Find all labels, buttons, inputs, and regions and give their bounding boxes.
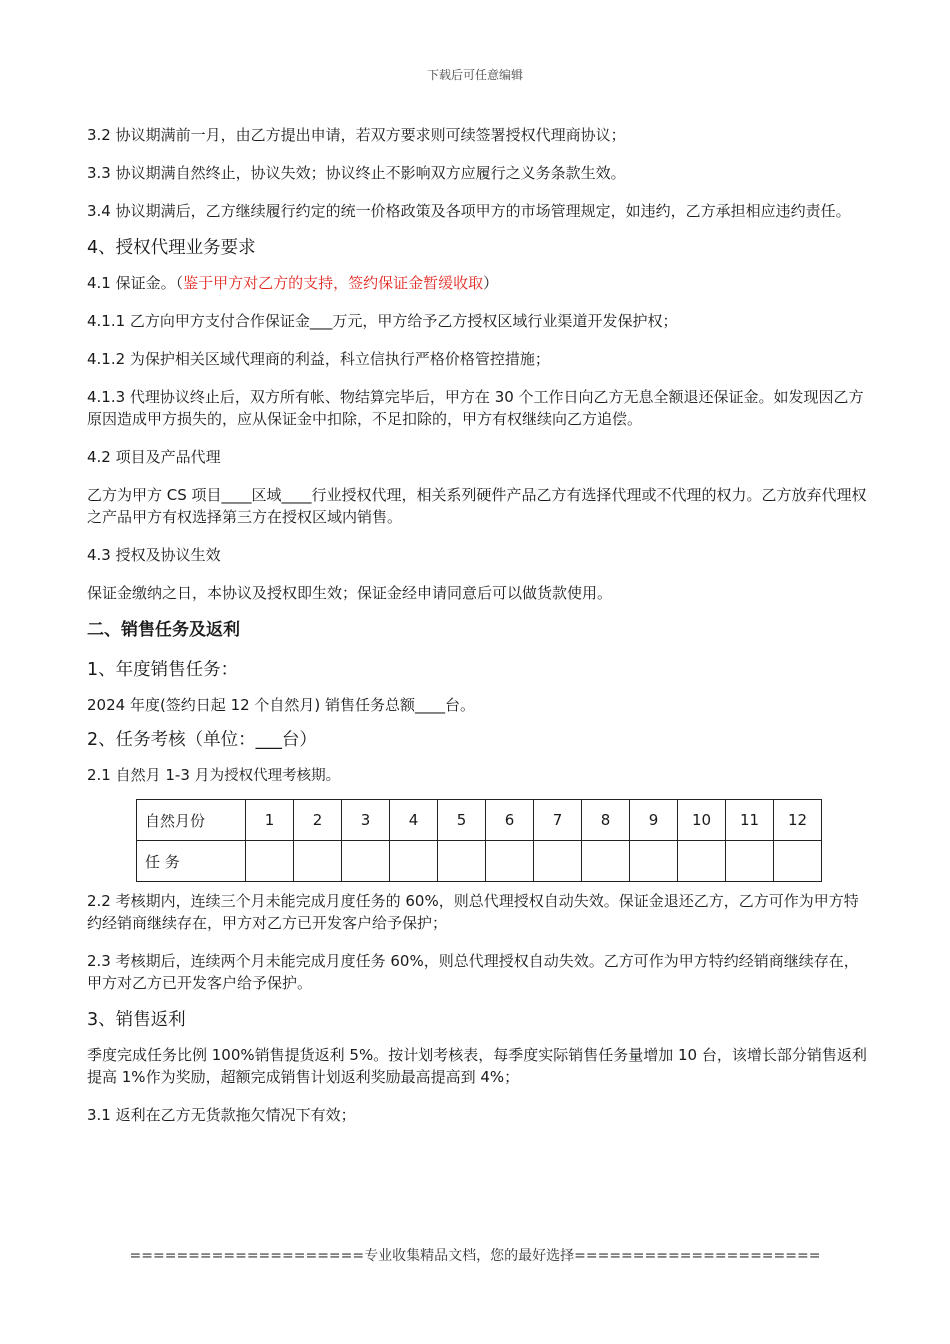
clause-4-1 [87, 272, 867, 294]
table-cell-empty [726, 841, 774, 882]
table-cell-empty [630, 841, 678, 882]
section-heading-4: 4、授权代理业务要求 [87, 238, 256, 258]
clause-4-3: 4.3 授权及协议生效 [87, 546, 221, 564]
table-cell-month: 8 [582, 800, 630, 841]
page-header: 下载后可任意编辑 [426, 68, 523, 82]
table-cell-empty [582, 841, 630, 882]
table-cell-month: 10 [678, 800, 726, 841]
table-cell-month: 9 [630, 800, 678, 841]
clause-3-3: 3.3 协议期满自然终止，协议失效；协议终止不影响双方应履行之义务条款生效。 [87, 164, 626, 182]
clause-2-3: 2.3 考核期后，连续两个月未能完成月度任务 60%，则总代理授权自动失效。乙方可作为甲方特约经销商继续存在，甲方对乙方已开发客户给予保护。 [87, 952, 859, 992]
clause-4-1-2: 4.1.2 为保护相关区域代理商的利益，科立信执行严格价格管控措施； [87, 350, 550, 368]
clause-2-2: 2.2 考核期内，连续三个月未能完成月度任务的 60%，则总代理授权自动失效。保证金退还乙方，乙方可作为甲方特约经销商继续存在，甲方对乙方已开发客户给予保护； [87, 892, 859, 932]
table-cell-month: 5 [438, 800, 486, 841]
clause-4-1-red-note: 鉴于甲方对乙方的支持，签约保证金暂缓收取 [183, 274, 484, 292]
annual-target: 2024 年度(签约日起 12 个自然月) 销售任务总额____台。 [87, 696, 476, 714]
table-cell-empty [534, 841, 582, 882]
clause-4-3-body: 保证金缴纳之日，本协议及授权即生效；保证金经申请同意后可以做货款使用。 [87, 584, 613, 602]
table-cell-empty [246, 841, 294, 882]
table-cell-month: 11 [726, 800, 774, 841]
table-cell-empty [294, 841, 342, 882]
clause-3-4: 3.4 协议期满后，乙方继续履行约定的统一价格政策及各项甲方的市场管理规定，如违约，乙方承担相应违约责任。 [87, 202, 851, 220]
clause-4-1-1: 4.1.1 乙方向甲方支付合作保证金___万元，甲方给予乙方授权区域行业渠道开发保护权； [87, 312, 678, 330]
table-cell-empty [678, 841, 726, 882]
table-row [137, 800, 822, 841]
section-heading-rebate: 3、销售返利 [87, 1010, 186, 1030]
clause-4-1-3: 4.1.3 代理协议终止后，双方所有帐、物结算完毕后，甲方在 30 个工作日向乙方无息全额退还保证金。如发现因乙方原因造成甲方损失的，应从保证金中扣除，不足扣除的，甲方有权继续向乙方追偿。 [87, 388, 864, 428]
table-row [137, 841, 822, 882]
clause-2-1 [87, 764, 867, 787]
table-cell-month: 2 [294, 800, 342, 841]
table-cell-month: 1 [246, 800, 294, 841]
clause-4-2-body: 乙方为甲方 CS 项目____区域____行业授权代理，相关系列硬件产品乙方有选择代理或不代理的权力。乙方放弃代理权之产品甲方有权选择第三方在授权区域内销售。 [87, 486, 867, 526]
clause-3-1: 3.1 返利在乙方无货款拖欠情况下有效； [87, 1106, 356, 1124]
clause-2-1-a: 2.1 自然月 1-3 月 [87, 766, 210, 784]
table-cell-month: 6 [486, 800, 534, 841]
document-body [87, 124, 867, 1126]
table-cell-month: 4 [390, 800, 438, 841]
clause-3-2: 3.2 协议期满前一月，由乙方提出申请，若双方要求则可续签署授权代理商协议； [87, 126, 626, 144]
table-cell-empty [438, 841, 486, 882]
table-cell-empty [774, 841, 822, 882]
rebate-body: 季度完成任务比例 100%销售提货返利 5%。按计划考核表，每季度实际销售任务量增加 10 台，该增长部分销售返利提高 1%作为奖励，超额完成销售计划返利奖励最高提高到 4%； [87, 1046, 867, 1086]
page-footer: ====================专业收集精品文档，您的最好选择===================== [129, 1248, 821, 1264]
clause-4-2: 4.2 项目及产品代理 [87, 448, 221, 466]
table-cell-month: 3 [342, 800, 390, 841]
section-heading-annual: 1、年度销售任务： [87, 660, 239, 680]
table-cell-empty [390, 841, 438, 882]
table-cell-empty [486, 841, 534, 882]
table-cell-month: 7 [534, 800, 582, 841]
clause-4-1-suffix: ） [483, 274, 499, 292]
clause-4-1-prefix: 4.1 保证金。（ [87, 274, 184, 292]
section-heading-sales: 二、销售任务及返利 [87, 620, 240, 640]
section-heading-assessment: 2、任务考核（单位：___台） [87, 730, 317, 750]
table-cell-label: 自然月份 [137, 800, 246, 841]
table-cell-month: 12 [774, 800, 822, 841]
table-cell-label: 任 务 [137, 841, 246, 882]
clause-2-1-b: 为授权代理考核期。 [209, 768, 341, 784]
assessment-table [136, 799, 822, 882]
table-cell-empty [342, 841, 390, 882]
